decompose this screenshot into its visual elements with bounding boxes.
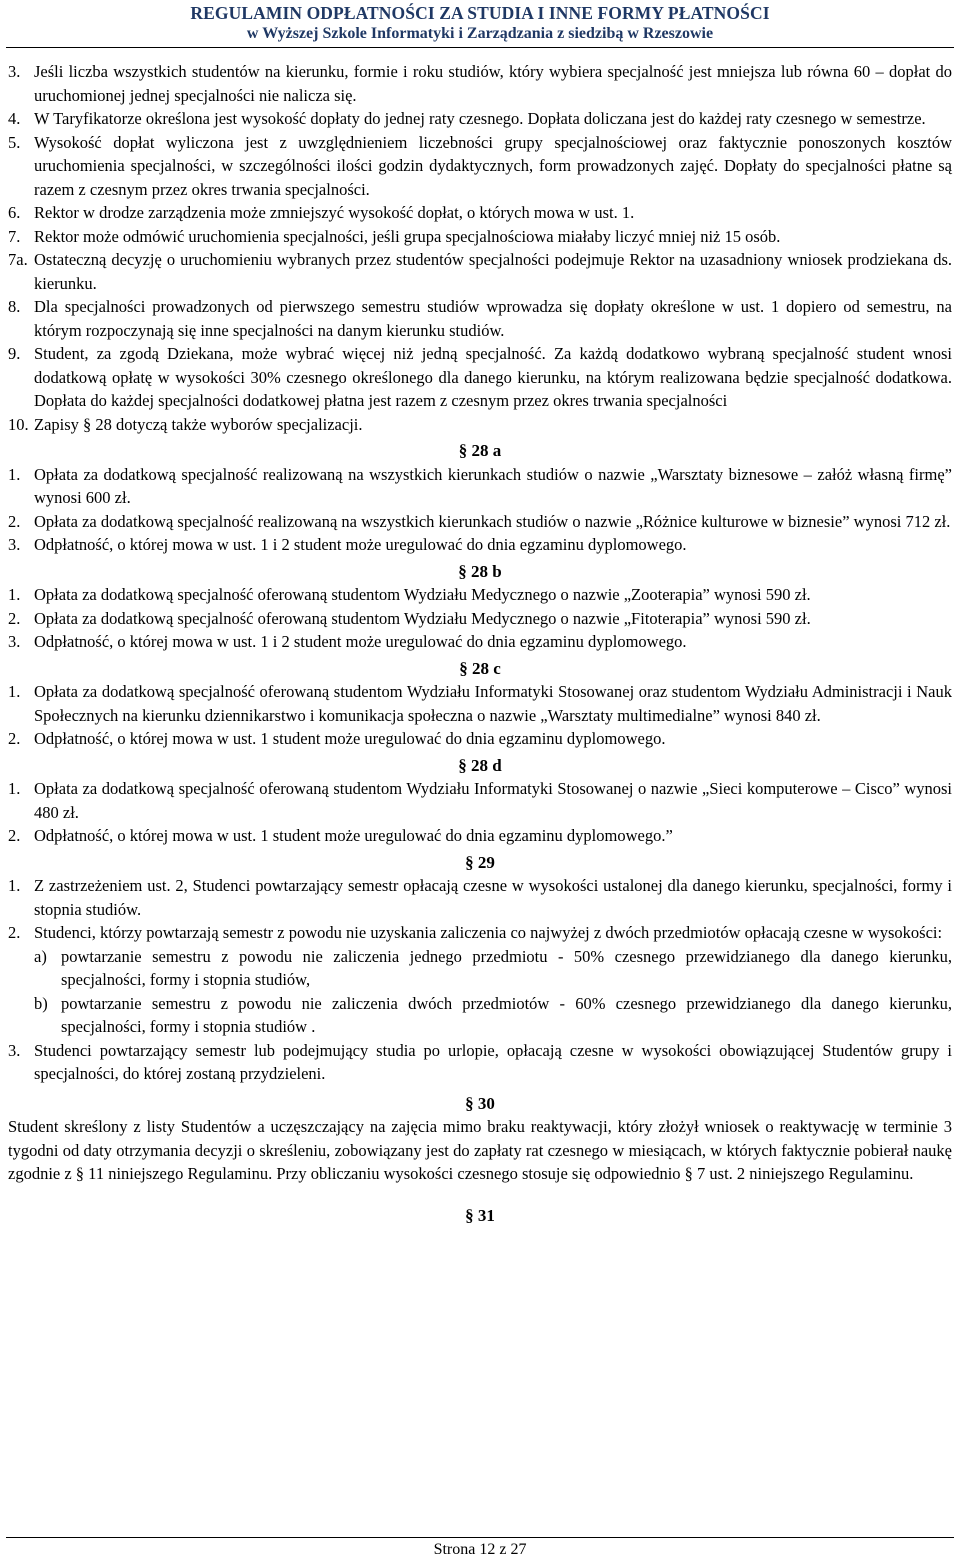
list-item-number: 1. [8,585,21,604]
list-item-text: Wysokość dopłat wyliczona jest z uwzględnieniem liczebności grupy specjalnościowej oraz faktycznie ponoszonych kosztów uruchomienia specjalności, w szczególności ilości godzin dydaktycznych, form prowadzonych zajęć. Dopłaty do specjalności płatne są razem z czesnym przez okres trwania specjalności. [34,132,952,199]
list-item-number: 1. [8,876,21,895]
list-item [8,295,952,342]
list-item [8,777,952,824]
list-item-number: 1. [8,464,21,484]
sub-list-item [34,992,952,1039]
list-item [8,201,952,225]
header-title: REGULAMIN ODPŁATNOŚCI ZA STUDIA I INNE FORMY PŁATNOŚCI [190,3,770,23]
list-item-text: Odpłatność, o której mowa w ust. 1 i 2 student może uregulować do dnia egzaminu dyplomowego. [34,535,687,554]
document-body [8,60,952,1227]
list-item [8,921,952,945]
list-item [8,225,952,249]
list-item [8,131,952,202]
footer-divider [6,1537,954,1538]
section-30-paragraph: Student skreślony z listy Studentów a uczęszczający na zajęcia mimo braku reaktywacji, który złożył wniosek o reaktywację w terminie 3 tygodni od daty otrzymania decyzji o skreśleniu, zobowiązany jest do zapłaty rat czesnego w miesiącach, w których faktycznie pobierał naukę zgodnie z § 11 niniejszego Regulaminu. Przy obliczaniu wysokości czesnego stosuje się odpowiednio § 7 ust. 2 niniejszego Regulaminu. [8,1117,952,1183]
list-item [8,824,952,848]
list-item [8,248,952,295]
header-subtitle: w Wyższej Szkole Informatyki i Zarządzania z siedzibą w Rzeszowie [246,25,714,42]
section-heading-28b: § 28 b [458,561,502,581]
list-item-number: 2. [8,729,21,748]
section-heading-28a: § 28 a [458,441,502,460]
list-item-number: 8. [8,297,21,316]
list-item-text: W Taryfikatorze określona jest wysokość dopłaty do jednej raty czesnego. Dopłata doliczana jest do każdej raty czesnego w semestrze. [34,109,926,128]
document-header [0,0,960,43]
list-item-text: Studenci, którzy powtarzają semestr z powodu nie uzyskania zaliczenia co najwyżej z dwóch przedmiotów opłacają czesne w wysokości: [34,923,943,942]
list-item-text: Zapisy § 28 dotyczą także wyborów specjalizacji. [34,414,363,434]
section-heading-30: § 30 [465,1093,495,1113]
list-item-number: 5. [8,132,21,152]
list-item-text: Opłata za dodatkową specjalność realizowaną na wszystkich kierunkach studiów o nazwie „Różnice kulturowe w biznesie” wynosi 712 zł. [34,511,951,531]
list-item-text: Z zastrzeżeniem ust. 2, Studenci powtarzający semestr opłacają czesne w wysokości ustalonej dla danego kierunku, specjalności, formy i stopnia studiów. [34,876,952,919]
list-item-text: Ostateczną decyzję o uruchomieniu wybranych przez studentów specjalności podejmuje Rektor na uzasadniony wniosek prodziekana ds. kierunku. [34,250,952,293]
list-item [8,630,952,654]
list-item-text: Rektor w drodze zarządzenia może zmniejszyć wysokość dopłat, o których mowa w ust. 1. [34,203,635,222]
sub-list-item [34,945,952,992]
list-item-number: 2. [8,923,21,942]
list-item-text: Jeśli liczba wszystkich studentów na kierunku, formie i roku studiów, który wybiera specjalność jest mniejsza lub równa 60 – dopłat do uruchomionej jednej specjalności nie nalicza się. [34,62,952,105]
section-heading-28c: § 28 c [459,658,501,678]
list-item [8,727,952,751]
sub-list-item-text: powtarzanie semestru z powodu nie zaliczenia jednego przedmiotu - 50% czesnego przewidzianego dla danego kierunku, specjalności, formy i stopnia studiów, [61,946,952,989]
list-item-number: 1. [8,779,21,798]
list-item [8,533,952,557]
list-item [8,583,952,607]
list-item-text: Odpłatność, o której mowa w ust. 1 student może uregulować do dnia egzaminu dyplomowego. [34,729,666,748]
list-item-number: 9. [8,344,21,363]
list-item-number: 3. [8,535,21,554]
list-item [8,607,952,631]
list-item-text: Student, za zgodą Dziekana, może wybrać więcej niż jedną specjalność. Za każdą dodatkowo wybraną specjalność student wnosi dodatkową opłatę w wysokości 30% czesnego określonego dla danego kierunku, na którym realizowana będzie specjalność dodatkowa. Dopłata do każdej specjalności dodatkowej płatna jest razem z czesnym przez okres trwania specjalności [34,344,952,410]
list-item-number: 10. [8,414,29,434]
list-item-text: Opłata za dodatkową specjalność oferowaną studentom Wydziału Medycznego o nazwie „Zooterapia” wynosi 590 zł. [34,585,811,604]
list-item-number: 7a. [8,250,28,269]
page-number: Strona 12 z 27 [433,1541,527,1558]
list-item-number: 2. [8,826,21,845]
list-item [8,107,952,131]
list-item [8,413,952,437]
list-item-text: Studenci powtarzający semestr lub podejmujący studia po urlopie, opłacają czesne w wysokości obowiązującej Studentów grupy i specjalności, do której zostaną przydzieleni. [34,1040,952,1083]
header-divider [6,47,954,48]
list-item [8,680,952,727]
section-heading-31: § 31 [465,1205,495,1225]
section-28-list [8,60,952,436]
sub-list-item-text: powtarzanie semestru z powodu nie zaliczenia dwóch przedmiotów - 60% czesnego przewidzianego dla danego kierunku, specjalności, formy i stopnia studiów . [61,993,952,1036]
list-item-number: 3. [8,1040,21,1060]
list-item-number: 4. [8,109,21,128]
section-heading-28d: § 28 d [458,755,502,775]
list-item [8,874,952,921]
list-item-number: 7. [8,226,21,246]
list-item-text: Odpłatność, o której mowa w ust. 1 student może uregulować do dnia egzaminu dyplomowego.” [34,826,673,845]
list-item-number: 3. [8,632,21,651]
list-item [8,1039,952,1086]
list-item [8,463,952,510]
section-heading-29: § 29 [465,852,495,872]
list-item [8,60,952,107]
list-item-text: Rektor może odmówić uruchomienia specjalności, jeśli grupa specjalnościowa miałaby liczyć mniej niż 15 osób. [34,226,781,246]
list-item-number: 3. [8,62,21,81]
sub-list-item-letter: a) [34,946,47,966]
list-item-text: Odpłatność, o której mowa w ust. 1 i 2 student może uregulować do dnia egzaminu dyplomowego. [34,632,687,651]
list-item-number: 2. [8,608,21,628]
list-item-number: 6. [8,203,21,222]
list-item-text: Opłata za dodatkową specjalność oferowaną studentom Wydziału Informatyki Stosowanej oraz studentom Wydziału Administracji i Nauk Społecznych na kierunku dziennikarstwo i komunikacja społeczna o nazwie „Warsztaty multimedialne” wynosi 840 zł. [34,682,952,725]
list-item-number: 2. [8,511,21,531]
list-item [8,510,952,534]
list-item-text: Dla specjalności prowadzonych od pierwszego semestru studiów wprowadza się dopłaty określone w ust. 1 dopiero od semestru, na którym rozpoczynają się inne specjalności na danym kierunku studiów. [34,297,952,340]
list-item-text: Opłata za dodatkową specjalność oferowaną studentom Wydziału Medycznego o nazwie „Fitoterapia” wynosi 590 zł. [34,608,811,628]
sub-list-item-letter: b) [34,993,48,1013]
list-item-text: Opłata za dodatkową specjalność realizowaną na wszystkich kierunkach studiów o nazwie „Warsztaty biznesowe – załóż własną firmę” wynosi 600 zł. [34,464,952,507]
list-item-number: 1. [8,682,21,701]
list-item-text: Opłata za dodatkową specjalność oferowaną studentom Wydziału Informatyki Stosowanej o nazwie „Sieci komputerowe – Cisco” wynosi 480 zł. [34,779,952,822]
list-item [8,342,952,413]
